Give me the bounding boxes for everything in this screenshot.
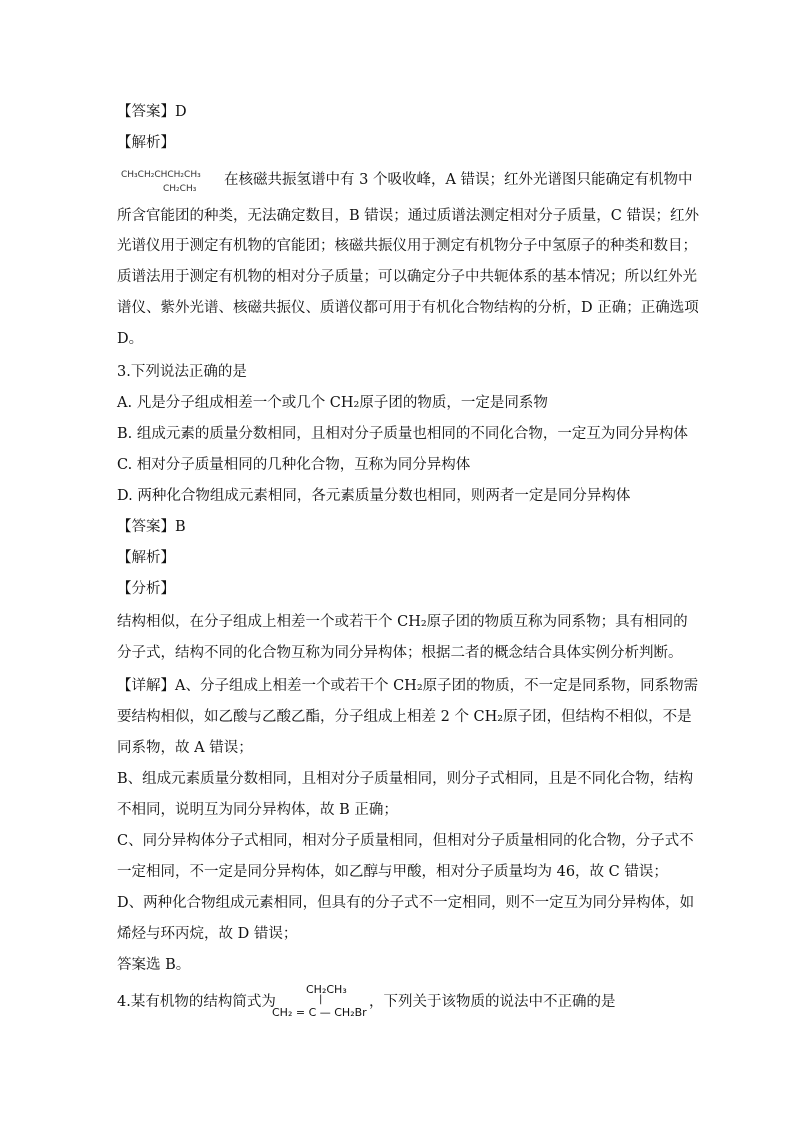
q2-analysis-line: 质谱法用于测定有机物的相对分子质量；可以确定分子中共轭体系的基本情况；所以红外光 bbox=[117, 269, 697, 285]
q2-analysis-line: 光谱仪用于测定有机物的官能团；核磁共振仪用于测定有机物分子中氢原子的种类和数目； bbox=[117, 238, 697, 254]
q3-option-b: B. 组成元素的质量分数相同，且相对分子质量也相同的不同化合物，一定互为同分异构体 bbox=[117, 426, 688, 442]
q3-analysis-subheading: 【分析】 bbox=[117, 581, 175, 597]
q3-detail-line: 答案选 B。 bbox=[117, 957, 191, 973]
structure-main-chain: CH₂ = C — CH₂Br bbox=[272, 1006, 367, 1019]
q3-answer: 【答案】B bbox=[117, 519, 186, 535]
q3-detail-line: 【详解】A、分子组成上相差一个或若干个 CH₂原子团的物质，不一定是同系物，同系物需 bbox=[117, 678, 699, 694]
q2-answer: 【答案】D bbox=[117, 104, 187, 120]
q2-analysis-line: 谱仪、紫外光谱、核磁共振仪、质谱仪都可用于有机化合物结构的分析，D 正确；正确选项 bbox=[117, 300, 699, 316]
q4-stem-suffix: ，下列关于该物质的说法中不正确的是 bbox=[369, 994, 616, 1010]
q3-detail-line: 烯烃与环丙烷，故 D 错误； bbox=[117, 926, 298, 942]
q3-stem: 3.下列说法正确的是 bbox=[117, 364, 247, 380]
q3-analysis-heading: 【解析】 bbox=[117, 550, 175, 566]
q2-analysis-line: D。 bbox=[117, 331, 144, 347]
q2-analysis-line: 所含官能团的种类，无法确定数目，B 错误；通过质谱法测定相对分子质量，C 错误；红外 bbox=[117, 208, 699, 224]
q3-option-d: D. 两种化合物组成元素相同，各元素质量分数也相同，则两者一定是同分异构体 bbox=[117, 488, 631, 504]
q3-detail-line: B、组成元素质量分数相同，且相对分子质量相同，则分子式相同，且是不同化合物，结构 bbox=[117, 771, 694, 787]
q3-detail-line: 一定相同，不一定是同分异构体，如乙醇与甲酸，相对分子质量均为 46，故 C 错误； bbox=[117, 864, 668, 880]
q3-analysis-line: 分子式，结构不同的化合物互称为同分异构体；根据二者的概念结合具体实例分析判断。 bbox=[117, 645, 683, 661]
q3-detail-line: D、两种化合物组成元素相同，但具有的分子式不一定相同，则不一定互为同分异构体，如 bbox=[117, 895, 695, 911]
q3-detail-line: C、同分异构体分子式相同，相对分子质量相同，但相对分子质量相同的化合物，分子式不 bbox=[117, 833, 694, 849]
q3-option-a: A. 凡是分子组成相差一个或几个 CH₂原子团的物质，一定是同系物 bbox=[117, 395, 548, 411]
q2-analysis-line: 在核磁共振氢谱中有 3 个吸收峰，A 错误；红外光谱图只能确定有机物中 bbox=[224, 172, 693, 188]
structure-branch: CH₂CH₃ bbox=[306, 983, 347, 996]
q3-detail-line: 要结构相似，如乙酸与乙酸乙酯，分子组成上相差 2 个 CH₂原子团，但结构不相似，不是 bbox=[117, 709, 692, 725]
molecule-main-chain: CH₃CH₂CHCH₂CH₃ bbox=[121, 170, 201, 180]
q2-analysis-heading: 【解析】 bbox=[117, 135, 175, 151]
q3-detail-line: 同系物，故 A 错误； bbox=[117, 740, 253, 756]
structure-bond: | bbox=[319, 994, 323, 1005]
q4-stem-prefix: 4.某有机物的结构简式为 bbox=[117, 994, 276, 1010]
q3-option-c: C. 相对分子质量相同的几种化合物，互称为同分异构体 bbox=[117, 457, 471, 473]
q3-analysis-line: 结构相似，在分子组成上相差一个或若干个 CH₂原子团的物质互称为同系物；具有相同的 bbox=[117, 614, 688, 630]
q3-detail-line: 不相同，说明互为同分异构体，故 B 正确； bbox=[117, 802, 398, 818]
molecule-branch: CH₂CH₃ bbox=[163, 184, 197, 194]
